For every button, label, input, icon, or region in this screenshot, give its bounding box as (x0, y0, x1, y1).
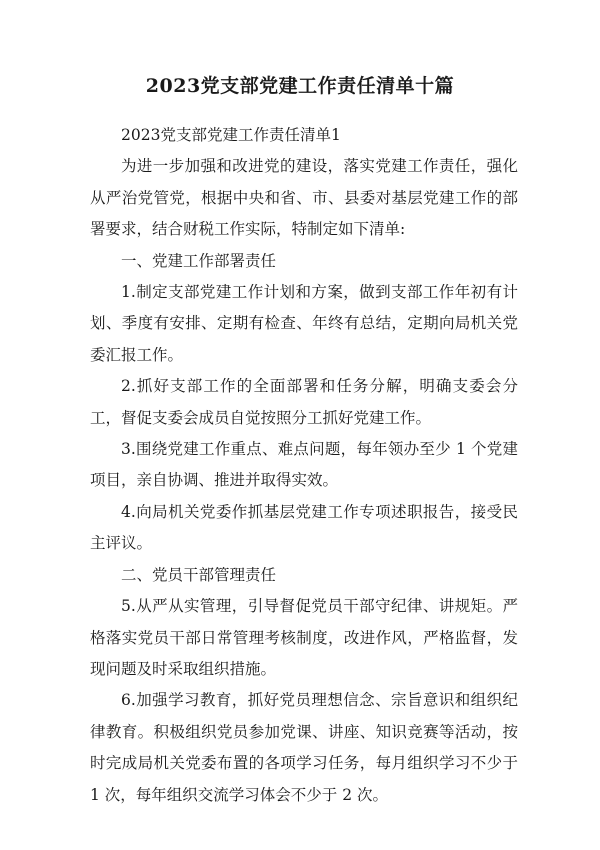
item-paragraph-6: 6.加强学习教育，抓好党员理想信念、宗旨意识和组织纪律教育。积极组织党员参加党课、讲座、知识竞赛等活动，按时完成局机关党委布置的各项学习任务，每月组织学习不少于 1 次，每年组织交流学习体会不少于 2 次。 (90, 691, 518, 804)
document-title: 2023党支部党建工作责任清单十篇 (145, 75, 455, 97)
subtitle-paragraph: 2023党支部党建工作责任清单1 (121, 126, 341, 144)
item-paragraph-3: 3.围绕党建工作重点、难点问题，每年领办至少 1 个党建项目，亲自协调、推进并取得实效。 (90, 440, 518, 490)
document-body (90, 120, 518, 811)
intro-paragraph: 为进一步加强和改进党的建设，落实党建工作责任，强化从严治党管党，根据中央和省、市、县委对基层党建工作的部署要求，结合财税工作实际，特制定如下清单: (90, 157, 518, 239)
item-paragraph-5: 5.从严从实管理，引导督促党员干部守纪律、讲规矩。严格落实党员干部日常管理考核制度，改进作风，严格监督，发现问题及时采取组织措施。 (90, 597, 518, 678)
section-heading-2: 二、党员干部管理责任 (121, 565, 277, 584)
item-paragraph-4: 4.向局机关党委作抓基层党建工作专项述职报告，接受民主评议。 (90, 502, 518, 553)
section-heading-1: 一、党建工作部署责任 (121, 251, 277, 270)
item-paragraph-1: 1.制定支部党建工作计划和方案，做到支部工作年初有计划、季度有安排、定期有检查、年终有总结，定期向局机关党委汇报工作。 (90, 283, 518, 364)
item-paragraph-2: 2.抓好支部工作的全面部署和任务分解，明确支委会分工，督促支委会成员自觉按照分工抓好党建工作。 (90, 377, 518, 427)
